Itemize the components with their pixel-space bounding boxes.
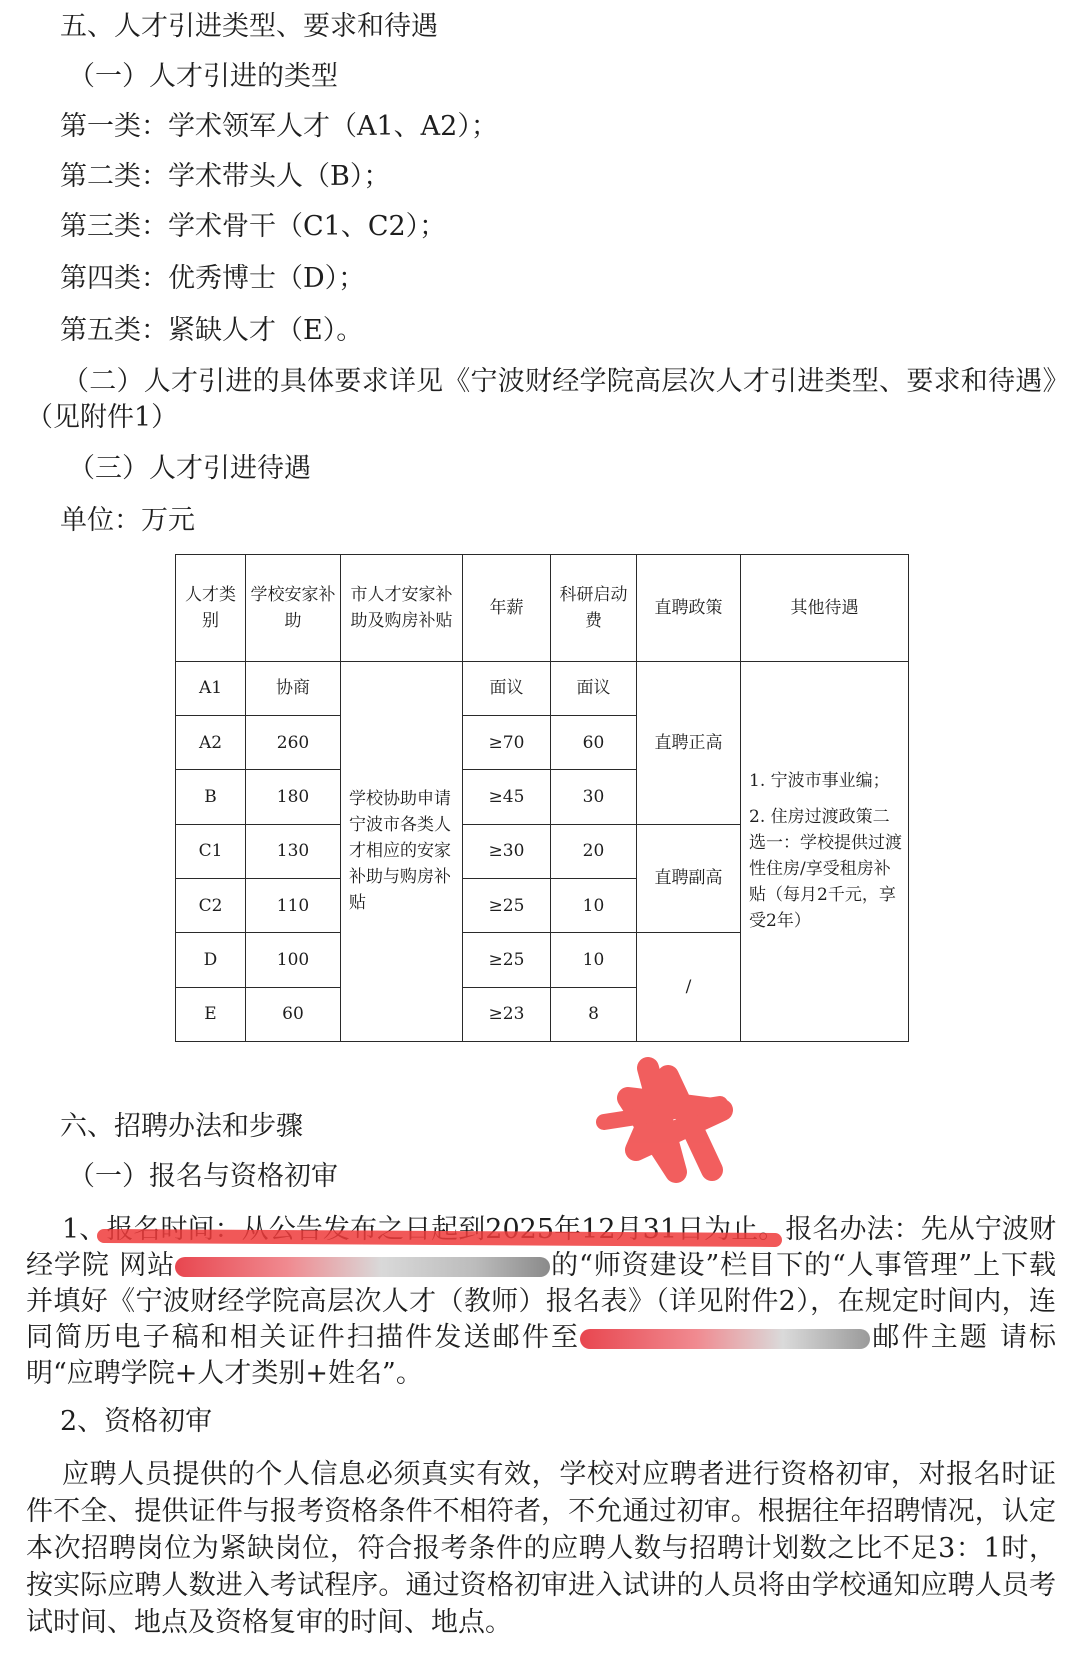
cell-research-fund: 30	[551, 770, 637, 824]
cell-salary: ≥23	[463, 987, 551, 1041]
section5-sub2: （二）人才引进的具体要求详见《宁波财经学院高层次人才引进类型、要求和待遇》（见附件1）	[26, 366, 1056, 433]
header-school-subsidy: 学校安家补助	[246, 555, 341, 662]
cell-research-fund: 10	[551, 933, 637, 987]
cell-policy-vice: 直聘副高	[637, 824, 741, 933]
cell-category: B	[176, 770, 246, 824]
cell-school-subsidy: 110	[246, 878, 341, 932]
cell-city-subsidy: 学校协助申请宁波市各类人才相应的安家补助与购房补贴	[341, 661, 463, 1041]
cell-research-fund: 面议	[551, 661, 637, 715]
cell-policy-senior: 直聘正高	[637, 661, 741, 824]
unit-label: 单位：万元	[60, 505, 195, 536]
type-item: 第四类：优秀博士（D）；	[60, 263, 366, 294]
cell-school-subsidy: 100	[246, 933, 341, 987]
signup-text-a: 1、报名时间：从公告发布之日起到2025年12月31日为止。报名办法：先从宁波财经学院 网站	[26, 1214, 1056, 1281]
cell-other-benefits	[741, 661, 909, 1041]
cell-category: E	[176, 987, 246, 1041]
benefits-table	[175, 554, 909, 1042]
section5-heading: 五、人才引进类型、要求和待遇	[60, 11, 438, 42]
header-research-fund: 科研启动费	[551, 555, 637, 662]
cell-category: C1	[176, 824, 246, 878]
cell-category: A2	[176, 715, 246, 769]
cell-category: D	[176, 933, 246, 987]
cell-salary: ≥70	[463, 715, 551, 769]
signup-paragraph	[26, 1212, 1056, 1392]
red-star-scribble	[604, 1068, 722, 1172]
redacted-email	[580, 1329, 870, 1349]
cell-category: C2	[176, 878, 246, 932]
header-city-subsidy: 市人才安家补助及购房补贴	[341, 555, 463, 662]
section5-sub3: （三）人才引进待遇	[68, 453, 311, 484]
header-policy: 直聘政策	[637, 555, 741, 662]
cell-research-fund: 8	[551, 987, 637, 1041]
redacted-website	[175, 1257, 550, 1277]
preliminary-review-paragraph: 应聘人员提供的个人信息必须真实有效，学校对应聘者进行资格初审，对报名时证件不全、提供证件与报考资格条件不相符者，不允通过初审。根据往年招聘情况，认定本次招聘岗位为紧缺岗位，符合报考条件的应聘人数与招聘计划数之比不足3：1时，按实际应聘人数进入考试程序。通过资格初审进入试讲的人员将由学校通知应聘人员考试时间、地点及资格复审的时间、地点。	[26, 1459, 1056, 1638]
cell-salary: ≥30	[463, 824, 551, 878]
item2-heading: 2、资格初审	[60, 1406, 213, 1437]
signup-text-b: 的“师资建设”栏目下的“人事管理”上下载并填好《宁波财经学院高层次人才（教师）报名表》（详见附件2），在规定时间内，连同简历电子稿和相关证件扫描件发送邮件至	[26, 1250, 1056, 1353]
other-benefit-1: 1. 宁波市事业编；	[749, 771, 890, 792]
cell-research-fund: 20	[551, 824, 637, 878]
cell-salary: ≥45	[463, 770, 551, 824]
cell-policy-none: /	[637, 933, 741, 1042]
type-item: 第一类：学术领军人才（A1、A2）；	[60, 111, 498, 142]
type-item: 第三类：学术骨干（C1、C2）；	[60, 211, 447, 242]
cell-school-subsidy: 180	[246, 770, 341, 824]
header-salary: 年薪	[463, 555, 551, 662]
section6-heading: 六、招聘办法和步骤	[60, 1111, 303, 1142]
section5-sub1: （一）人才引进的类型	[68, 61, 338, 92]
header-category: 人才类别	[176, 555, 246, 662]
header-other: 其他待遇	[741, 555, 909, 662]
cell-salary: 面议	[463, 661, 551, 715]
cell-school-subsidy: 60	[246, 987, 341, 1041]
cell-research-fund: 10	[551, 878, 637, 932]
other-benefit-2: 2. 住房过渡政策二选一：学校提供过渡性住房/享受租房补贴（每月2千元，享受2年）	[749, 807, 902, 932]
table-row	[176, 661, 909, 715]
cell-research-fund: 60	[551, 715, 637, 769]
cell-school-subsidy: 130	[246, 824, 341, 878]
section6-sub1: （一）报名与资格初审	[68, 1161, 338, 1192]
cell-salary: ≥25	[463, 878, 551, 932]
table-header-row	[176, 555, 909, 662]
cell-category: A1	[176, 661, 246, 715]
cell-school-subsidy: 协商	[246, 661, 341, 715]
signup-text-c: 邮件主题 请标明“应聘学院+人才类别+姓名”。	[26, 1322, 1057, 1389]
type-item: 第二类：学术带头人（B）；	[60, 161, 391, 192]
cell-salary: ≥25	[463, 933, 551, 987]
cell-school-subsidy: 260	[246, 715, 341, 769]
type-item: 第五类：紧缺人才（E）。	[60, 315, 364, 346]
